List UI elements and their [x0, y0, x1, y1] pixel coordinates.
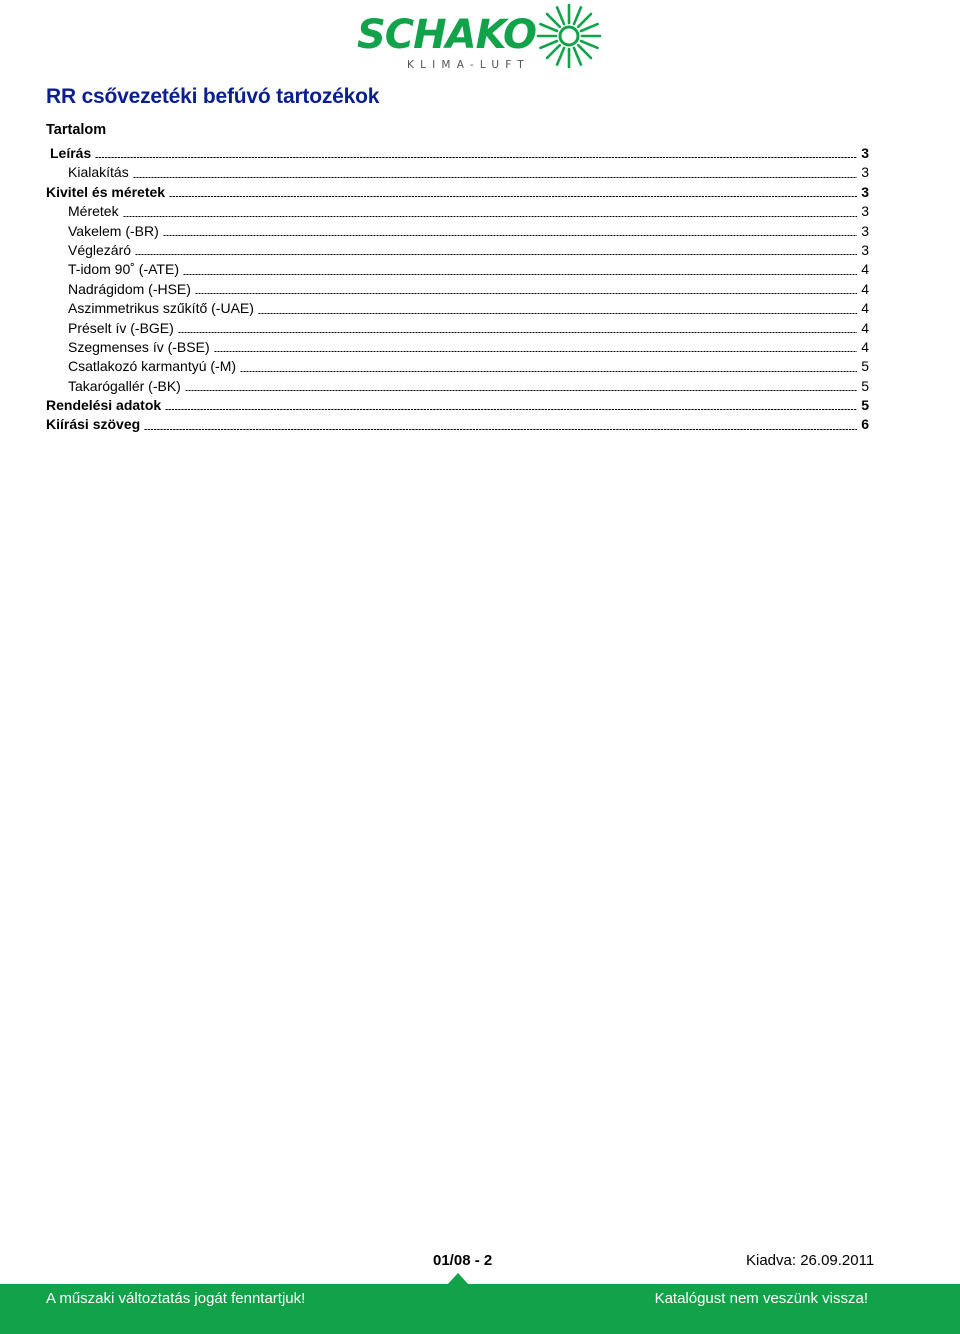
- toc-entry[interactable]: [46, 183, 869, 202]
- toc-leader-dots: [185, 390, 857, 391]
- toc-entry-label: Leírás: [50, 145, 92, 161]
- toc-entry-page: 4: [861, 319, 869, 336]
- toc-leader-dots: [240, 371, 857, 372]
- toc-entry-label: Véglezáró: [68, 241, 132, 258]
- toc-entry-page: 4: [861, 261, 869, 278]
- toc-entry-page: 4: [861, 280, 869, 297]
- issued-label: Kiadva:: [746, 1252, 797, 1269]
- toc-entry[interactable]: [46, 338, 869, 357]
- toc-entry-label: Vakelem (-BR): [68, 222, 159, 239]
- toc-entry-page: 5: [861, 358, 869, 375]
- toc-entry-label: T-idom 90˚ (-ATE): [68, 261, 179, 278]
- toc-entry-page: 4: [861, 338, 869, 355]
- toc-entry[interactable]: [46, 241, 869, 260]
- toc-entry-page: 3: [861, 164, 869, 181]
- footer-left-note: A műszaki változtatás jogát fenntartjuk!: [46, 1290, 306, 1307]
- toc-entry[interactable]: [46, 260, 869, 279]
- toc-leader-dots: [144, 429, 857, 430]
- toc-entry-label: Nadrágidom (-HSE): [68, 280, 191, 297]
- toc-entry[interactable]: [46, 396, 869, 415]
- toc-entry[interactable]: [46, 280, 869, 299]
- toc-entry-page: 3: [861, 183, 869, 200]
- toc-leader-dots: [95, 157, 857, 158]
- toc-entry-label: Kiírási szöveg: [46, 416, 141, 433]
- toc-entry[interactable]: [46, 163, 869, 182]
- toc-entry-page: 3: [861, 203, 869, 220]
- toc-leader-dots: [135, 254, 857, 255]
- toc-entry-label: Kialakítás: [68, 164, 129, 181]
- schako-logo: [355, 2, 607, 72]
- toc-entry-label: Takarógallér (-BK): [68, 377, 181, 394]
- toc-entry-label: Csatlakozó karmantyú (-M): [68, 358, 237, 375]
- toc-entry-label: Szegmenses ív (-BSE): [68, 338, 210, 355]
- toc-entry[interactable]: [46, 202, 869, 221]
- footer-right-note: Katalógust nem veszünk vissza!: [654, 1290, 868, 1307]
- toc-leader-dots: [258, 313, 857, 314]
- toc-entry-label: Aszimmetrikus szűkítő (-UAE): [68, 300, 254, 317]
- toc-heading: Tartalom: [46, 122, 107, 138]
- logo-sunburst-icon: [538, 5, 600, 67]
- toc-entry-page: 5: [861, 397, 869, 414]
- toc-entry[interactable]: [46, 299, 869, 318]
- toc-leader-dots: [169, 196, 857, 197]
- toc-entry-page: 3: [861, 222, 869, 239]
- toc-leader-dots: [178, 332, 857, 333]
- page-title: RR csővezetéki befúvó tartozékok: [46, 85, 380, 108]
- logo-tagline: KLIMA-LUFT: [407, 59, 530, 71]
- toc-entry-label: Préselt ív (-BGE): [68, 319, 174, 336]
- issued-date-value: 26.09.2011: [800, 1252, 875, 1269]
- toc-leader-dots: [195, 293, 857, 294]
- toc-leader-dots: [214, 351, 858, 352]
- toc-entry[interactable]: [46, 319, 869, 338]
- logo-wordmark: SCHAKO: [357, 12, 537, 58]
- toc-entry-label: Rendelési adatok: [46, 397, 162, 414]
- toc-leader-dots: [165, 409, 857, 410]
- issued-date: [746, 1252, 874, 1269]
- toc-leader-dots: [183, 274, 857, 275]
- toc-entry-page: 5: [861, 377, 869, 394]
- toc-entry-page: 3: [861, 241, 869, 258]
- toc-leader-dots: [133, 177, 858, 178]
- toc-entry[interactable]: [46, 415, 869, 434]
- toc-entry[interactable]: [46, 222, 869, 241]
- toc-entry-page: 6: [861, 416, 869, 433]
- toc-entry[interactable]: [46, 377, 869, 396]
- toc-entry-page: 3: [861, 145, 869, 161]
- toc-entry-page: 4: [861, 300, 869, 317]
- toc-entry[interactable]: [46, 144, 869, 163]
- page-number: 01/08 - 2: [433, 1252, 493, 1269]
- toc-entry-label: Kivitel és méretek: [46, 183, 166, 200]
- toc-entry-label: Méretek: [68, 203, 119, 220]
- toc-leader-dots: [163, 235, 857, 236]
- toc-entry[interactable]: [46, 357, 869, 376]
- toc-leader-dots: [123, 216, 858, 217]
- table-of-contents: [46, 144, 869, 435]
